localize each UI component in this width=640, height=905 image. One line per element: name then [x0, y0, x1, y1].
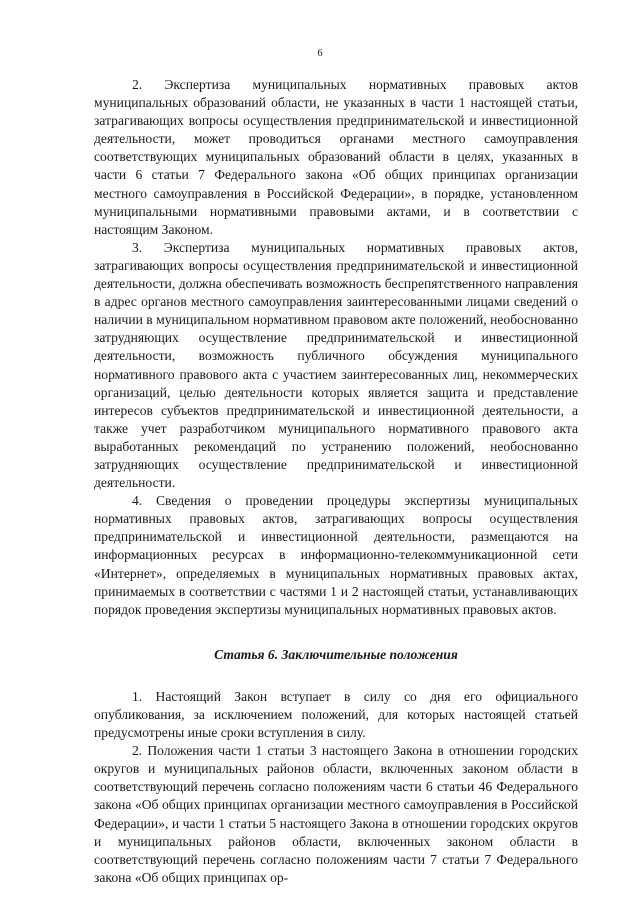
document-body: [94, 76, 578, 887]
article-heading: Статья 6. Заключительные положения: [214, 646, 458, 662]
paragraph-final-2-provisions: 2. Положения части 1 статьи 3 настоящего Закона в отношении городских округов и муниципальных районов области, включенных законом области в соответствующий перечень согласно положениям части 6 статьи 46 Федерального закона «Об общих принципах организации местного самоуправления в Российской Федерации», и части 1 статьи 5 настоящего Закона в отношении городских округов и муниципальных районов области, включенных законом области в соответствующий перечень согласно положениям части 7 статьи 7 Федерального закона «Об общих принципах ор-: [94, 743, 578, 885]
paragraph-3-expertise-requirements: 3. Экспертиза муниципальных нормативных правовых актов, затрагивающих вопросы осуществления предпринимательской и инвестиционной деятельности, должна обеспечивать возможность беспрепятственного направления в адрес органов местного самоуправления заинтересованными лицами сведений о наличии в муниципальном нормативном правовом акте положений, необоснованно затрудняющих осуществление предпринимательской и инвестиционной деятельности, возможность публичного обсуждения муниципального нормативного правового акта с участием заинтересованных лиц, некоммерческих организаций, целью деятельности которых является защита и представление интересов субъектов предпринимательской и инвестиционной деятельности, а также учет разработчиком муниципального нормативного правового акта выработанных рекомендаций по устранению положений, необоснованно затрудняющих осуществление предпринимательской и инвестиционной деятельности.: [94, 239, 578, 491]
paragraph-final-1-entry-into-force: 1. Настоящий Закон вступает в силу со дня его официального опубликования, за исключением положений, для которых настоящей статьей предусмотрены иные сроки вступления в силу.: [94, 688, 578, 741]
paragraph-2-expertise-scope: 2. Экспертиза муниципальных нормативных правовых актов муниципальных образований области, не указанных в части 1 настоящей статьи, затрагивающих вопросы осуществления предпринимательской и инвестиционной деятельности, может проводиться органами местного самоуправления соответствующих муниципальных образований области в целях, указанных в части 6 статьи 7 Федерального закона «Об общих принципах организации местного самоуправления в Российской Федерации», в порядке, установленном муниципальными нормативными правовыми актами, и в соответствии с настоящим Законом.: [94, 77, 578, 237]
paragraph-4-expertise-information: 4. Сведения о проведении процедуры экспертизы муниципальных нормативных правовых актов, затрагивающих вопросы осуществления предпринимательской и инвестиционной деятельности, размещаются на информационных ресурсах в информационно-телекоммуникационной сети «Интернет», определяемых в муниципальных нормативных правовых актах, принимаемых в соответствии с частями 1 и 2 настоящей статьи, устанавливающих порядок проведения экспертизы муниципальных нормативных правовых актов.: [94, 493, 578, 617]
page-number: 6: [317, 48, 323, 59]
